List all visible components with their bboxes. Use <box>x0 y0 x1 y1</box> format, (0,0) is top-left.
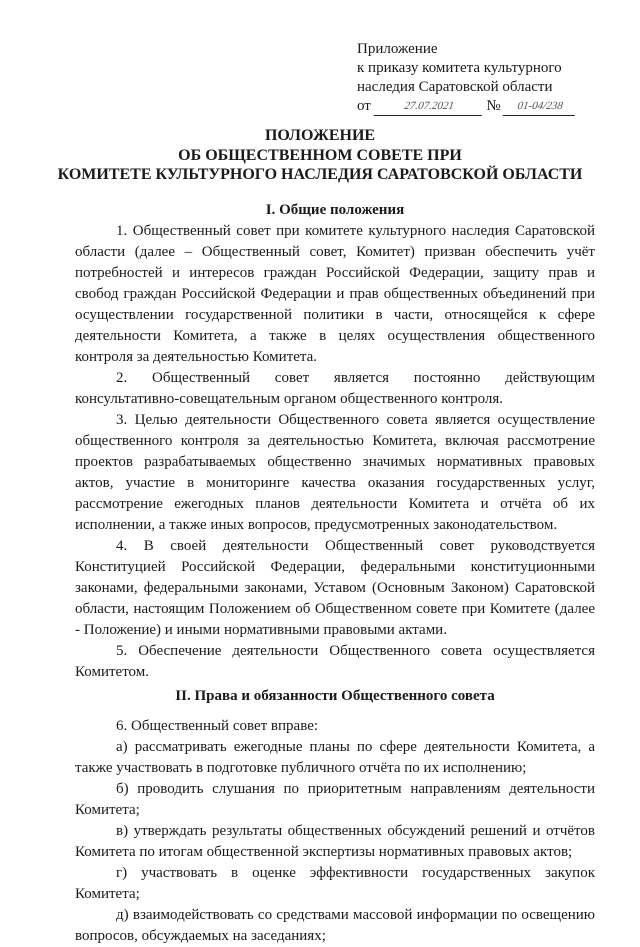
section-1-paragraph: 3. Целью деятельности Общественного совета является осуществление общественного контроля за деятельностью Комитета, включая рассмотрение проектов разрабатываемых общественно значимых нормативных правовых актов, участие в мониторинге качества оказания государственных услуг, рассмотрение ежегодных планов деятельности Комитета и отчёта об их исполнении, а также иных вопросов, предусмотренных законодательством. <box>75 412 595 533</box>
section-1-paragraph: 4. В своей деятельности Общественный совет руководствуется Конституцией Российской Федерации, федеральными конституционными законами, федеральными законами, Уставом (Основным Законом) Саратовской области, настоящим Положением об Общественном совете при Комитете (далее - Положение) и иными нормативными правовыми актами. <box>75 538 595 638</box>
title-line-2: ОБ ОБЩЕСТВЕННОМ СОВЕТЕ ПРИ <box>178 146 462 164</box>
document-body <box>75 200 595 947</box>
section-2-paragraph: в) утверждать результаты общественных обсуждений решений и отчётов Комитета по итогам общественной экспертизы нормативных правовых актов; <box>75 823 595 860</box>
section-2-paragraph: 6. Общественный совет вправе: <box>116 718 319 734</box>
section-1-paragraph: 2. Общественный совет является постоянно действующим консультативно-совещательным органом общественного контроля. <box>75 370 595 407</box>
appendix-line-3: наследия Саратовской области <box>357 79 553 95</box>
title-line-3: КОМИТЕТЕ КУЛЬТУРНОГО НАСЛЕДИЯ САРАТОВСКОЙ ОБЛАСТИ <box>57 166 583 183</box>
section-2-heading: II. Права и обязанности Общественного совета <box>175 688 495 704</box>
section-2-paragraph: г) участвовать в оценке эффективности государственных закупок Комитета; <box>75 865 595 902</box>
document-title <box>40 126 600 185</box>
appendix-block <box>357 40 607 116</box>
section-1-paragraph: 5. Обеспечение деятельности Общественного совета осуществляется Комитетом. <box>75 643 595 680</box>
appendix-line-1: Приложение <box>357 41 438 57</box>
title-line-1: ПОЛОЖЕНИЕ <box>264 127 376 144</box>
number-label: № <box>486 98 501 114</box>
appendix-date-number-line <box>357 97 607 116</box>
date-value: 27.07.2021 <box>373 98 484 116</box>
section-1-heading: I. Общие положения <box>265 202 405 218</box>
appendix-line-2: к приказу комитета культурного <box>357 60 562 76</box>
section-2-paragraph: б) проводить слушания по приоритетным направлениям деятельности Комитета; <box>75 781 595 818</box>
section-2-paragraph: д) взаимодействовать со средствами массовой информации по освещению вопросов, обсуждаемых на заседаниях; <box>75 907 595 944</box>
number-value: 01-04/238 <box>503 98 578 116</box>
from-label: от <box>357 98 371 114</box>
section-2-paragraph: а) рассматривать ежегодные планы по сфере деятельности Комитета, а также участвовать в подготовке публичного отчёта по их исполнению; <box>75 739 595 776</box>
section-1-paragraph: 1. Общественный совет при комитете культурного наследия Саратовской области (далее – Общественный совет, Комитет) призван обеспечить учёт потребностей и интересов граждан Российской Федерации, защиту прав и свобод граждан Российской Федерации и прав общественных объединений при осуществлении государственной политики в части, относящейся к сфере деятельности Комитета, а также в целях осуществления общественного контроля за деятельностью Комитета. <box>75 223 595 365</box>
